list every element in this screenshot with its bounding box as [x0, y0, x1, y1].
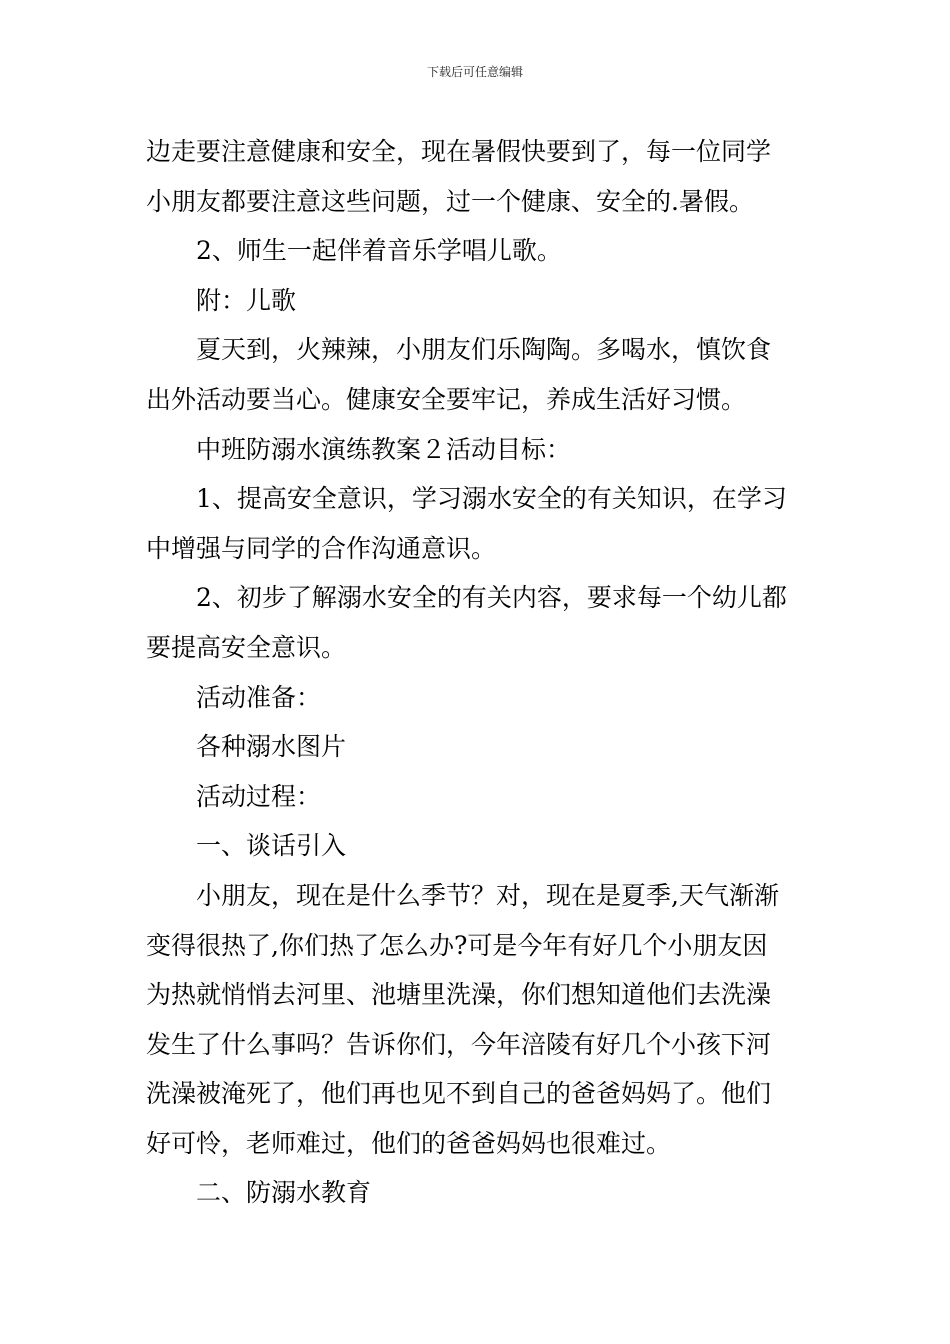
document-body — [146, 127, 808, 1218]
text-line: 中增强与同学的合作沟通意识。 — [146, 533, 497, 563]
text-line: 变得很热了,你们热了怎么办?可是今年有好几个小朋友因 — [146, 930, 768, 960]
text-line: 一、谈话引入 — [196, 831, 347, 861]
text-line: 发生了什么事吗？告诉你们，今年涪陵有好几个小孩下河 — [146, 1029, 772, 1059]
text-line: 2、初步了解溺水安全的有关内容，要求每一个幼儿都 — [196, 583, 787, 613]
text-line: 小朋友都要注意这些问题，过一个健康、安全的.暑假。 — [146, 186, 754, 216]
text-line: 边走要注意健康和安全，现在暑假快要到了，每一位同学 — [146, 137, 772, 166]
text-line: 夏天到，火辣辣，小朋友们乐陶陶。多喝水，慎饮食 — [196, 335, 772, 365]
text-line: 活动准备： — [196, 682, 322, 712]
text-line: 中班防溺水演练教案２活动目标： — [196, 434, 572, 464]
text-line: 小朋友，现在是什么季节？对，现在是夏季,天气渐渐 — [196, 880, 779, 910]
text-line: 各种溺水图片 — [196, 732, 347, 762]
text-line: 出外活动要当心。健康安全要牢记，养成生活好习惯。 — [146, 384, 747, 414]
text-line: 洗澡被淹死了，他们再也见不到自己的爸爸妈妈了。他们 — [146, 1079, 772, 1109]
text-line: 活动过程： — [196, 781, 322, 811]
text-line: 附：儿歌 — [196, 285, 297, 315]
text-line: 2、师生一起伴着音乐学唱儿歌。 — [196, 236, 562, 266]
text-line: 为热就悄悄去河里、池塘里洗澡，你们想知道他们去洗澡 — [146, 980, 772, 1010]
text-line: 1、提高安全意识，学习溺水安全的有关知识，在学习 — [196, 484, 787, 514]
page-header: 下载后可任意编辑 — [426, 65, 523, 79]
text-line: 二、防溺水教育 — [196, 1178, 372, 1208]
text-line: 好可怜，老师难过，他们的爸爸妈妈也很难过。 — [146, 1128, 672, 1158]
text-line: 要提高安全意识。 — [146, 632, 347, 662]
